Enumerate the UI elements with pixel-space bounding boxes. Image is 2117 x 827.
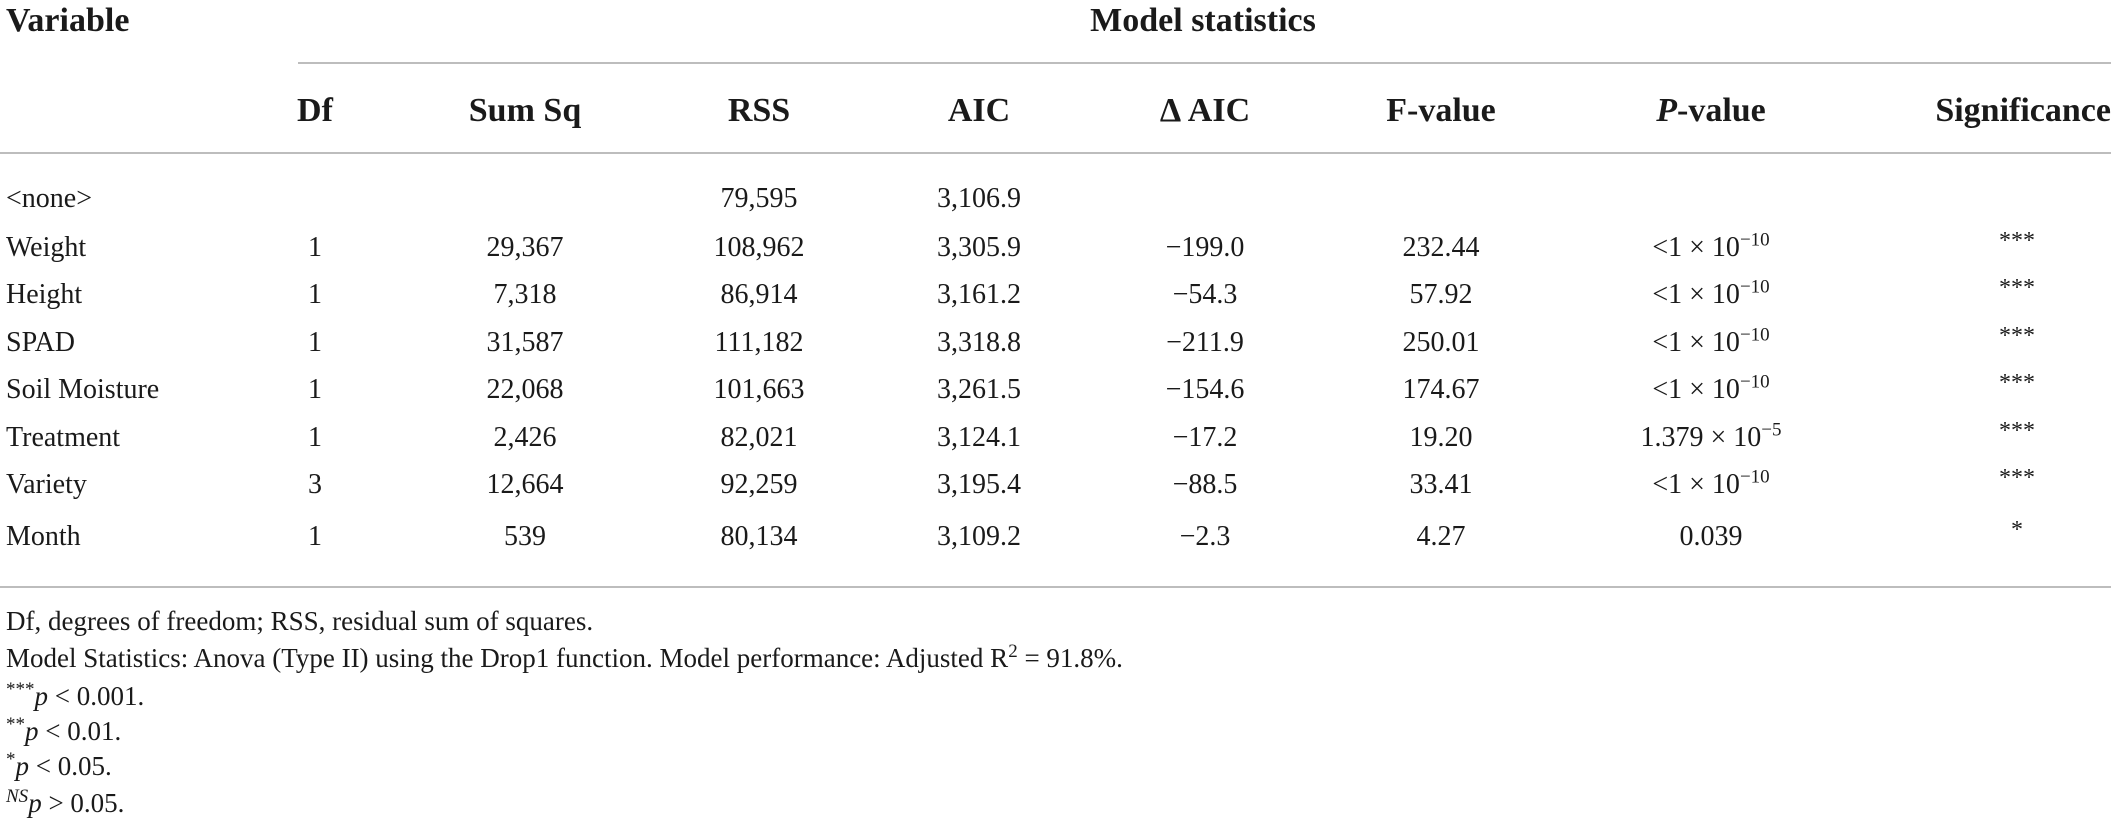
footnote-sig-001 (6, 681, 144, 712)
cell-df: 1 (308, 521, 322, 552)
cell-rss: 101,663 (713, 374, 805, 405)
cell-p-value (1652, 466, 1770, 501)
column-header-significance: Significance (1935, 92, 2111, 129)
model-performance-value: = 91.8%. (1017, 643, 1123, 673)
cell-sum-sq: 29,367 (486, 232, 564, 263)
p-symbol: p (25, 716, 39, 746)
header-bottom-rule (0, 152, 2111, 154)
cell-significance: *** (1999, 370, 2035, 396)
cell-delta-aic: −17.2 (1172, 422, 1238, 453)
cell-sum-sq: 2,426 (493, 422, 557, 453)
cell-variable: Soil Moisture (6, 374, 160, 405)
footnote-not-significant (6, 788, 124, 819)
cell-rss: 92,259 (720, 469, 798, 500)
column-header-rss: RSS (727, 92, 791, 129)
cell-aic: 3,305.9 (937, 232, 1021, 263)
cell-f-value: 232.44 (1402, 232, 1480, 263)
cell-f-value: 4.27 (1416, 521, 1466, 552)
footnote-model-statistics (6, 643, 1123, 674)
p-value-base: 0.039 (1679, 521, 1743, 552)
cell-variable: SPAD (6, 327, 76, 358)
cell-aic: 3,318.8 (937, 327, 1021, 358)
sig-mark: *** (6, 679, 35, 700)
cell-delta-aic: −88.5 (1172, 469, 1238, 500)
cell-aic: 3,195.4 (937, 469, 1021, 500)
p-value-base: <1 × 10 (1652, 469, 1740, 500)
p-value-exponent: −5 (1761, 419, 1782, 441)
threshold-text: > 0.05. (41, 788, 125, 818)
cell-variable: Treatment (6, 422, 121, 453)
column-header-sum-sq: Sum Sq (468, 92, 582, 129)
p-value-suffix: -value (1677, 92, 1766, 129)
p-value-exponent: −10 (1739, 466, 1770, 488)
cell-df: 1 (308, 279, 322, 310)
column-header-variable: Variable (6, 2, 130, 39)
cell-p-value (1640, 419, 1782, 454)
p-value-exponent: −10 (1739, 324, 1770, 346)
p-value-base: 1.379 × 10 (1640, 422, 1762, 453)
cell-p-value (1652, 371, 1770, 406)
cell-delta-aic: −54.3 (1172, 279, 1238, 310)
column-header-aic: AIC (947, 92, 1011, 129)
cell-aic: 3,109.2 (937, 521, 1021, 552)
cell-sum-sq: 12,664 (486, 469, 564, 500)
cell-significance: *** (1999, 465, 2035, 491)
cell-significance: * (2011, 517, 2023, 543)
p-value-italic-p: P (1656, 92, 1677, 129)
cell-significance: *** (1999, 323, 2035, 349)
p-symbol: p (28, 788, 42, 818)
cell-variable: <none> (6, 183, 93, 214)
p-value-exponent: −10 (1739, 229, 1770, 251)
p-value-base: <1 × 10 (1652, 327, 1740, 358)
cell-f-value: 19.20 (1409, 422, 1473, 453)
cell-variable: Month (6, 521, 81, 552)
cell-delta-aic: −199.0 (1165, 232, 1245, 263)
cell-rss: 86,914 (720, 279, 798, 310)
r-squared-superscript: 2 (1008, 641, 1018, 662)
cell-sum-sq: 31,587 (486, 327, 564, 358)
threshold-text: < 0.05. (29, 751, 112, 781)
cell-variable: Height (6, 279, 83, 310)
cell-significance: *** (1999, 275, 2035, 301)
footnote-abbreviations: Df, degrees of freedom; RSS, residual sum of squares. (6, 606, 594, 636)
p-value-base: <1 × 10 (1652, 232, 1740, 263)
cell-variable: Variety (6, 469, 87, 500)
cell-significance: *** (1999, 228, 2035, 254)
p-symbol: p (15, 751, 29, 781)
cell-p-value (1680, 521, 1743, 553)
group-header-rule (298, 62, 2111, 64)
cell-sum-sq: 22,068 (486, 374, 564, 405)
cell-delta-aic: −2.3 (1179, 521, 1231, 552)
threshold-text: < 0.01. (38, 716, 122, 746)
p-value-base: <1 × 10 (1652, 374, 1740, 405)
cell-rss: 80,134 (720, 521, 798, 552)
column-header-f-value: F-value (1386, 92, 1496, 129)
table-bottom-rule (0, 586, 2111, 588)
cell-variable: Weight (6, 232, 87, 263)
cell-rss: 108,962 (713, 232, 805, 263)
cell-aic: 3,106.9 (937, 183, 1021, 214)
column-header-delta-aic: Δ AIC (1159, 92, 1251, 129)
ns-mark: NS (6, 786, 29, 807)
cell-df: 1 (308, 232, 322, 263)
cell-f-value: 57.92 (1409, 279, 1473, 310)
p-value-exponent: −10 (1739, 371, 1770, 393)
column-header-df: Df (297, 92, 333, 129)
cell-p-value (1652, 324, 1770, 359)
p-symbol: p (34, 681, 48, 711)
footnote-sig-05 (6, 751, 112, 782)
cell-delta-aic: −154.6 (1165, 374, 1245, 405)
cell-df: 1 (308, 422, 322, 453)
cell-rss: 111,182 (714, 327, 804, 358)
cell-df: 1 (308, 374, 322, 405)
threshold-text: < 0.001. (48, 681, 145, 711)
sig-mark: * (6, 749, 16, 770)
cell-rss: 82,021 (720, 422, 798, 453)
cell-aic: 3,261.5 (937, 374, 1021, 405)
p-value-exponent: −10 (1739, 276, 1770, 298)
p-value-base: <1 × 10 (1652, 279, 1740, 310)
cell-aic: 3,124.1 (937, 422, 1021, 453)
cell-f-value: 33.41 (1409, 469, 1473, 500)
cell-df: 3 (308, 469, 322, 500)
column-group-header-model-statistics: Model statistics (1090, 2, 1316, 39)
cell-p-value (1652, 276, 1770, 311)
cell-sum-sq: 7,318 (493, 279, 557, 310)
cell-delta-aic: −211.9 (1166, 327, 1244, 358)
cell-sum-sq: 539 (504, 521, 546, 552)
footnote-sig-01 (6, 716, 121, 747)
cell-rss: 79,595 (720, 183, 798, 214)
cell-aic: 3,161.2 (937, 279, 1021, 310)
cell-df: 1 (308, 327, 322, 358)
cell-f-value: 250.01 (1402, 327, 1480, 358)
cell-significance: *** (1999, 418, 2035, 444)
cell-p-value (1652, 229, 1770, 264)
column-header-p-value (1656, 92, 1766, 130)
cell-f-value: 174.67 (1402, 374, 1480, 405)
sig-mark: ** (6, 714, 25, 735)
model-statistics-text: Model Statistics: Anova (Type II) using the Drop1 function. Model performance: Adjusted R (6, 643, 1009, 673)
